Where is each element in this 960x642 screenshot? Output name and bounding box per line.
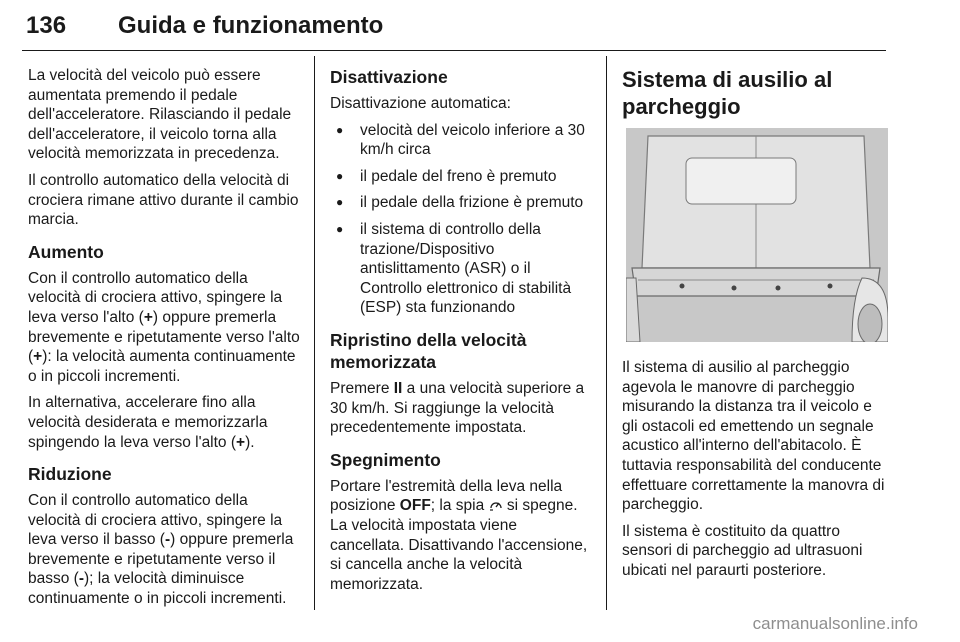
paragraph: Con il controllo automatico della velocità di crociera attivo, spingere la leva verso il basso (-) oppure premerla brevemente e ripetutamente verso il basso (-); la velocità diminuisce continuamente o in piccoli incrementi.	[28, 492, 294, 608]
heading-riduzione: Riduzione	[28, 464, 112, 485]
plus-symbol: +	[33, 348, 43, 366]
column-divider	[314, 56, 315, 610]
paragraph: Disattivazione automatica:	[330, 95, 511, 112]
resume-button-symbol: II	[393, 379, 403, 397]
minus-symbol: -	[78, 570, 85, 588]
van-rear-illustration	[626, 128, 888, 342]
paragraph: Il controllo automatico della velocità di crociera rimane attivo durante il cambio marcia.	[28, 171, 299, 229]
heading-aumento: Aumento	[28, 241, 104, 262]
paragraph: La velocità del veicolo può essere aumentata premendo il pedale dell'acceleratore. Rilasciando il pedale dell'acceleratore, il veicolo torna alla velocità memorizzata in precedenza.	[28, 67, 292, 163]
column-right	[622, 66, 890, 588]
column-divider	[606, 56, 607, 610]
section-title: Guida e funzionamento	[118, 12, 384, 39]
cruise-control-icon	[489, 497, 503, 514]
list-item: ● il sistema di controllo della trazione/Dispositivo antislittamento (ASR) o il Controllo elettronico di stabilità (ESP) sta funzionando	[330, 220, 595, 318]
heading-ripristino: Ripristino della velocità memorizzata	[330, 329, 527, 372]
page-number: 136	[26, 12, 67, 39]
minus-symbol: -	[164, 531, 171, 549]
heading-parking-assist: Sistema di ausilio al parcheggio	[622, 67, 833, 119]
list-item: ● il pedale della frizione è premuto	[330, 193, 595, 213]
paragraph: Premere II a una velocità superiore a 30 km/h. Si raggiunge la velocità precedentemente impostata.	[330, 379, 585, 437]
plus-symbol: +	[143, 308, 153, 326]
bullet-list	[330, 121, 595, 318]
watermark: carmanualsonline.info	[752, 614, 918, 633]
paragraph: Il sistema di ausilio al parcheggio agevola le manovre di parcheggio misurando la distanza tra il veicolo e gli ostacoli ed emettendo un segnale acustico all'interno dell'abitacolo. È tuttavia responsabilità del conducente effettuare correttamente la manovra di parcheggio.	[622, 359, 885, 514]
list-item: ● velocità del veicolo inferiore a 30 km/h circa	[330, 121, 595, 160]
column-middle	[330, 66, 595, 601]
paragraph: In alternativa, accelerare fino alla velocità desiderata e memorizzarla spingendo la leva verso l'alto (+).	[28, 394, 268, 451]
paragraph: Con il controllo automatico della velocità di crociera attivo, spingere la leva verso l'alto (+) oppure premerla brevemente e ripetutamente verso l'alto (+): la velocità aumenta continuamente o in piccoli incrementi.	[28, 269, 300, 385]
paragraph: Il sistema è costituito da quattro sensori di parcheggio ad ultrasuoni ubicati nel paraurti posteriore.	[622, 522, 863, 579]
heading-disattivazione: Disattivazione	[330, 67, 448, 87]
paragraph: Portare l'estremità della leva nella posizione OFF; la spia si spegne. La velocità impostata viene cancellata. Disattivando l'accensione, si cancella anche la velocità memorizzata.	[330, 477, 588, 593]
column-left	[28, 66, 303, 616]
off-label: OFF	[399, 497, 431, 515]
heading-spegnimento: Spegnimento	[330, 449, 441, 470]
plus-symbol: +	[236, 433, 246, 451]
list-item: ● il pedale del freno è premuto	[330, 167, 595, 187]
page-header	[22, 8, 886, 51]
